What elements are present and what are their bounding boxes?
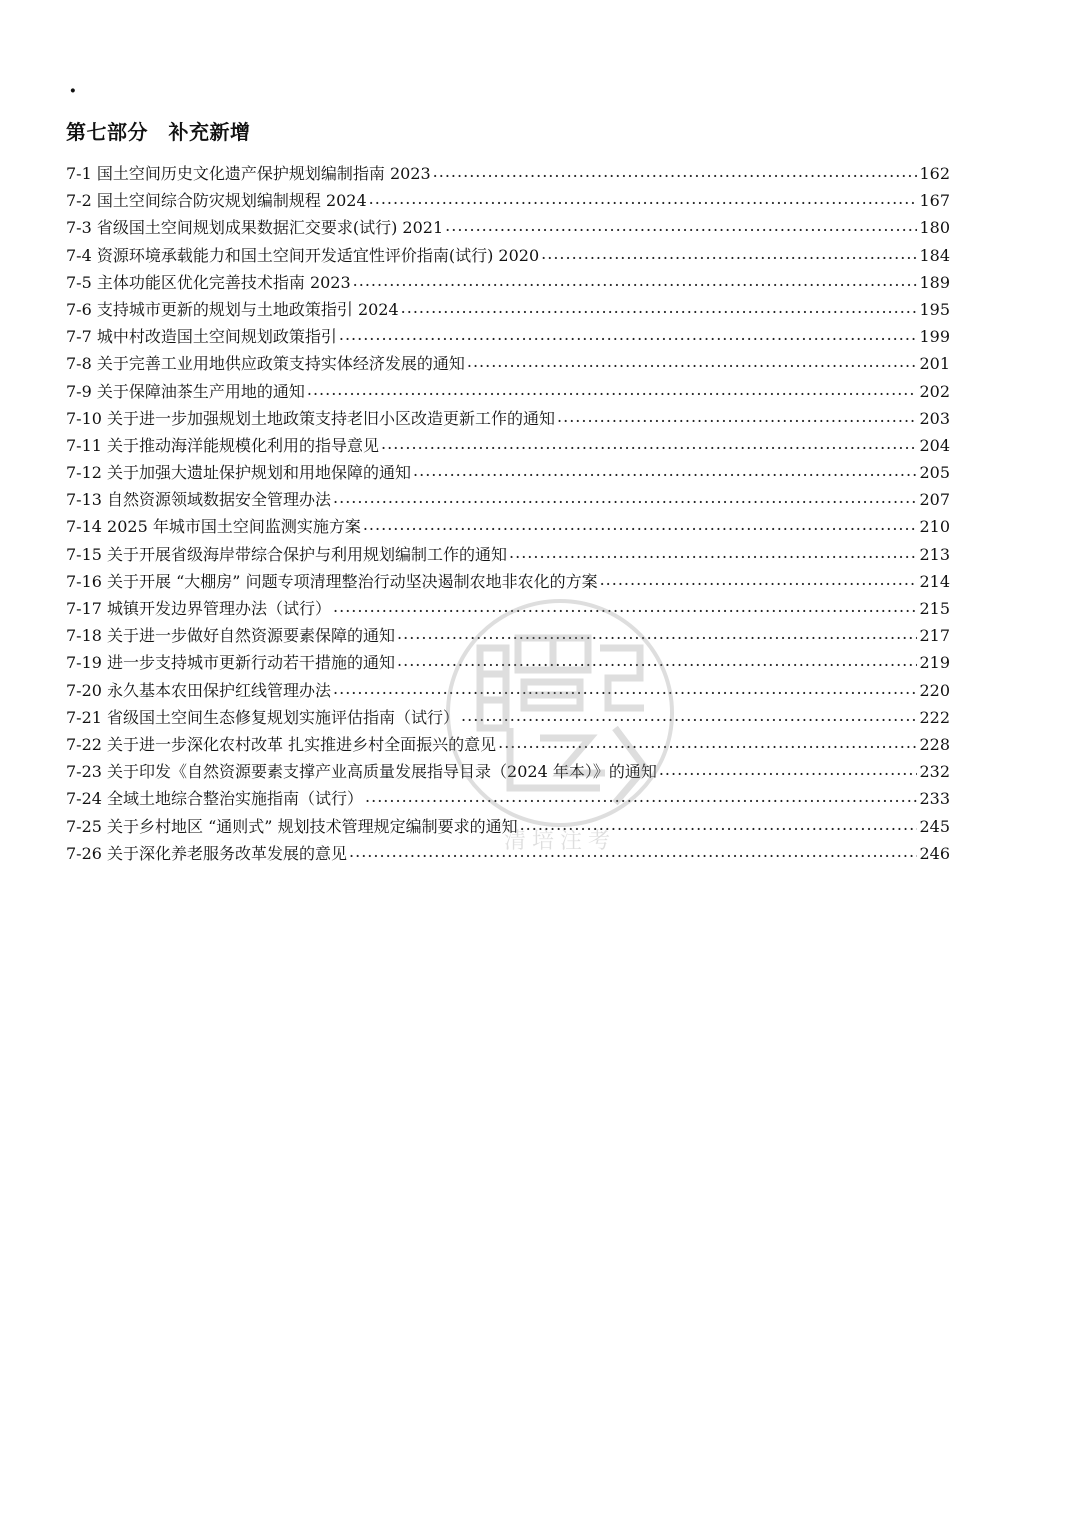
toc-page-number: 184 — [919, 245, 950, 265]
toc-entry[interactable] — [66, 296, 950, 323]
toc-entry-title: 7-12 关于加强大遗址保护规划和用地保障的通知 — [66, 463, 412, 483]
toc-entry[interactable] — [66, 459, 950, 486]
toc-page-number: 228 — [919, 734, 950, 754]
toc-entry[interactable] — [66, 677, 950, 704]
toc-entry[interactable] — [66, 187, 950, 214]
toc-page-number: 222 — [919, 707, 950, 727]
toc-entry-title: 7-20 永久基本农田保护红线管理办法 — [66, 680, 332, 700]
toc-entry[interactable] — [66, 269, 950, 296]
toc-page-number: 205 — [919, 463, 950, 483]
toc-entry[interactable] — [66, 731, 950, 758]
toc-dot-leader — [365, 785, 917, 810]
toc-dot-leader — [369, 187, 918, 212]
toc-entry[interactable] — [66, 160, 950, 187]
toc-dot-leader — [339, 323, 918, 348]
toc-entry-title: 7-11 关于推动海洋能规模化利用的指导意见 — [66, 435, 380, 455]
toc-page-number: 204 — [919, 435, 950, 455]
toc-page-number: 220 — [919, 680, 950, 700]
toc-dot-leader — [541, 242, 917, 267]
toc-page-number: 207 — [919, 490, 950, 510]
table-of-contents — [66, 160, 950, 867]
toc-entry[interactable] — [66, 595, 950, 622]
toc-dot-leader — [401, 296, 918, 321]
bullet-dot: · — [69, 78, 77, 104]
watermark-seal-text: 清培注考 — [503, 829, 617, 854]
toc-dot-leader — [333, 595, 917, 620]
toc-entry[interactable] — [66, 704, 950, 731]
toc-entry-title: 7-6 支持城市更新的规划与土地政策指引 2024 — [66, 299, 399, 319]
toc-entry[interactable] — [66, 378, 950, 405]
toc-entry[interactable] — [66, 350, 950, 377]
toc-entry-title: 7-3 省级国土空间规划成果数据汇交要求(试行) 2021 — [66, 218, 444, 238]
toc-page-number: 189 — [919, 272, 950, 292]
toc-entry-title: 7-22 关于进一步深化农村改革 扎实推进乡村全面振兴的意见 — [66, 734, 497, 754]
toc-entry[interactable] — [66, 486, 950, 513]
toc-page-number: 203 — [919, 408, 950, 428]
toc-entry[interactable] — [66, 405, 950, 432]
toc-page-number: 162 — [919, 164, 950, 183]
toc-page-number: 233 — [919, 789, 950, 809]
toc-entry-title: 7-19 进一步支持城市更新行动若干措施的通知 — [66, 653, 396, 673]
toc-entry-title: 7-13 自然资源领域数据安全管理办法 — [66, 490, 332, 510]
toc-entry-title: 7-2 国土空间综合防灾规划编制规程 2024 — [66, 191, 367, 211]
toc-entry[interactable] — [66, 513, 950, 540]
toc-page-number: 245 — [919, 816, 950, 836]
toc-entry[interactable] — [66, 840, 950, 867]
toc-page-number: 202 — [919, 381, 950, 401]
toc-entry[interactable] — [66, 785, 950, 812]
toc-dot-leader — [353, 269, 918, 294]
toc-entry-title: 7-7 城中村改造国土空间规划政策指引 — [66, 327, 337, 347]
toc-entry-title: 7-21 省级国土空间生态修复规划实施评估指南（试行） — [66, 707, 460, 727]
toc-entry[interactable] — [66, 568, 950, 595]
toc-page-number: 167 — [919, 191, 950, 211]
toc-dot-leader — [520, 813, 918, 838]
toc-entry-title: 7-5 主体功能区优化完善技术指南 2023 — [66, 272, 351, 292]
toc-dot-leader — [397, 649, 917, 674]
toc-dot-leader — [333, 486, 917, 511]
section-title: 第七部分 补充新增 — [66, 120, 251, 144]
toc-page-number: 215 — [919, 599, 950, 618]
toc-page-number: 213 — [919, 544, 950, 564]
toc-page-number: 214 — [919, 571, 950, 591]
toc-entry-title: 7-4 资源环境承载能力和国土空间开发适宜性评价指南(试行) 2020 — [66, 245, 540, 265]
toc-page-number: 199 — [919, 327, 950, 347]
toc-entry[interactable] — [66, 323, 950, 350]
toc-entry-title: 7-1 国土空间历史文化遗产保护规划编制指南 2023 — [66, 164, 431, 183]
toc-dot-leader — [557, 405, 917, 430]
toc-entry-title: 7-16 关于开展 “大棚房” 问题专项清理整治行动坚决遏制农地非农化的方案 — [66, 571, 598, 591]
toc-dot-leader — [509, 541, 917, 566]
toc-dot-leader — [659, 758, 918, 783]
toc-dot-leader — [498, 731, 917, 756]
toc-entry[interactable] — [66, 214, 950, 241]
toc-entry-title: 7-15 关于开展省级海岸带综合保护与利用规划编制工作的通知 — [66, 544, 508, 564]
toc-entry[interactable] — [66, 622, 950, 649]
toc-entry[interactable] — [66, 432, 950, 459]
toc-page-number: 201 — [919, 354, 950, 374]
toc-dot-leader — [381, 432, 917, 457]
toc-dot-leader — [600, 568, 918, 593]
toc-entry[interactable] — [66, 813, 950, 840]
toc-page-number: 217 — [919, 626, 950, 646]
toc-dot-leader — [461, 704, 917, 729]
toc-entry-title: 7-17 城镇开发边界管理办法（试行） — [66, 599, 332, 618]
toc-dot-leader — [413, 459, 917, 484]
toc-dot-leader — [333, 677, 917, 702]
toc-page-number: 195 — [919, 299, 950, 319]
toc-entry-title: 7-18 关于进一步做好自然资源要素保障的通知 — [66, 626, 396, 646]
toc-page-number: 180 — [919, 218, 950, 238]
toc-page-number: 219 — [919, 653, 950, 673]
toc-dot-leader — [467, 350, 918, 375]
toc-dot-leader — [445, 214, 917, 239]
toc-entry-title: 7-8 关于完善工业用地供应政策支持实体经济发展的通知 — [66, 354, 465, 374]
toc-entry[interactable] — [66, 649, 950, 676]
toc-entry[interactable] — [66, 242, 950, 269]
toc-dot-leader — [349, 840, 917, 865]
toc-dot-leader — [307, 378, 918, 403]
toc-entry[interactable] — [66, 758, 950, 785]
toc-entry-title: 7-9 关于保障油茶生产用地的通知 — [66, 381, 305, 401]
toc-page-number: 246 — [919, 843, 950, 863]
toc-dot-leader — [433, 160, 918, 185]
toc-entry-title: 7-24 全域土地综合整治实施指南（试行） — [66, 789, 364, 809]
toc-entry-title: 7-25 关于乡村地区 “通则式” 规划技术管理规定编制要求的通知 — [66, 816, 518, 836]
toc-dot-leader — [397, 622, 917, 647]
toc-dot-leader — [363, 513, 918, 538]
toc-page-number: 210 — [919, 517, 950, 537]
toc-entry-title: 7-14 2025 年城市国土空间监测实施方案 — [66, 517, 361, 537]
toc-entry-title: 7-10 关于进一步加强规划土地政策支持老旧小区改造更新工作的通知 — [66, 408, 556, 428]
toc-entry[interactable] — [66, 541, 950, 568]
toc-entry-title: 7-23 关于印发《自然资源要素支撑产业高质量发展指导目录（2024 年本）》的通知 — [66, 762, 657, 782]
toc-entry-title: 7-26 关于深化养老服务改革发展的意见 — [66, 843, 348, 863]
toc-page-number: 232 — [919, 762, 950, 782]
